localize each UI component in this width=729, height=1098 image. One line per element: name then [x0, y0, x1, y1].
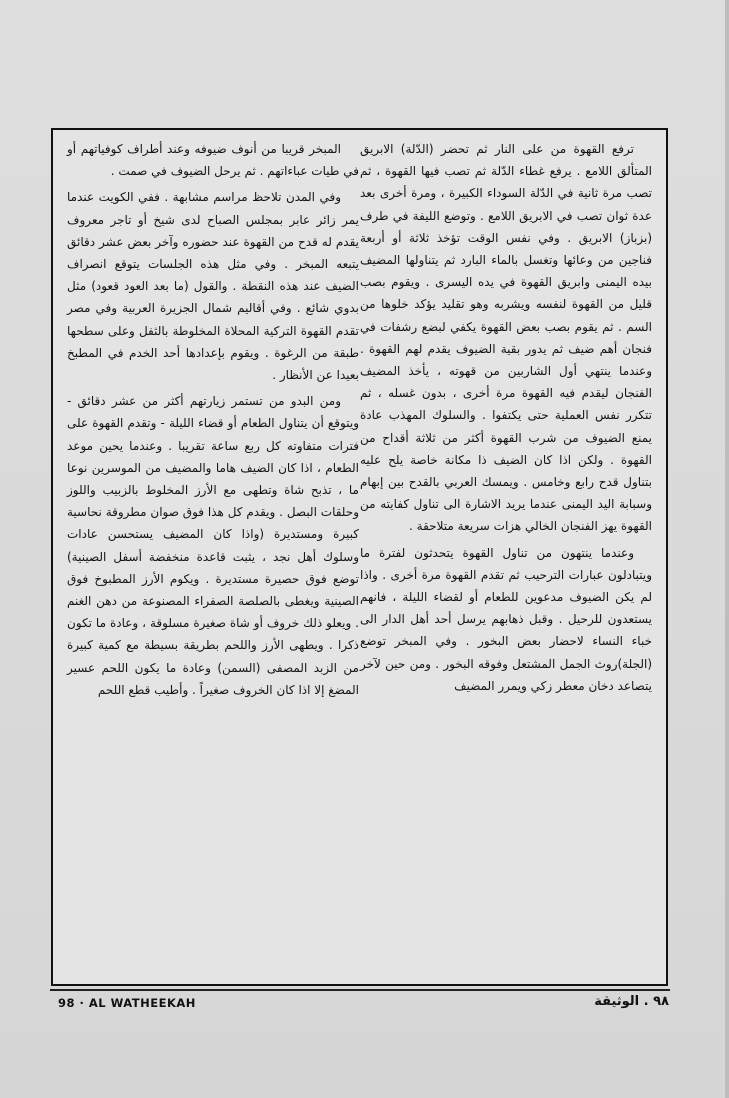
article-column-left — [67, 138, 359, 705]
article-frame — [51, 128, 668, 986]
page-edge-shadow — [725, 0, 729, 1098]
footer-page-number-latin: 98 · AL WATHEEKAH — [58, 996, 196, 1010]
paragraph: ترفع القهوة من على النار ثم تحضر (الدّلة) الابريق المتألق اللامع . يرفع غطاء الدّلة ثم تصب فيها القهوة ، ثم تصب مرة ثانية في الدّلة السوداء الكبيرة ، ومرة أخرى بعد عدة ثوان تصب في الابريق اللامع . وتوضع الليفة في طرف (بزباز) الابريق . وفي نفس الوقت تؤخذ ثلاثة أو أربعة فناجين من وعائها وتغسل بالماء البارد ثم يتناولها المضيف بيده اليمنى وابريق القهوة في يده اليسرى . ويقوم بصب قليل من القهوة لنفسه ويشربه وهو تقليد يؤكد خلوها من السم . ثم يقوم بصب بعض القهوة يكفي لبضع رشفات في فنجان أهم ضيف ثم يدور بقية الضيوف يقدم لهم القهوة . وعندما ينتهي أول الشاربين من قهوته ، يأخذ المضيف الفنجان ليقدم فيه القهوة مرة أخرى ، بدون غسله ، ثم تتكرر نفس العملية حتى يكتفوا . والسلوك المهذب عادة يمنع الضيوف من شرب القهوة أكثر من ثلاثة أقداح من القهوة . ولكن اذا كان الضيف ذا مكانة خاصة يلح عليه بتناول قدح رابع وخامس . ويمسك العربي بالقدح بين إبهام وسبابة اليد اليمنى عندما يريد الاشارة الى تناول كفايته من القهوة يهز الفنجان الخالي هزات سريعة متلاحقة . — [360, 142, 652, 534]
paragraph: وفي المدن تلاحظ مراسم مشابهة . ففي الكويت عندما يمر زائر عابر بمجلس الصباح لدى شيخ أو تاجر معروف يقدم له قدح من القهوة عند حضوره وآخر بعض عشر دقائق يتبعه المبخر . وفي مثل هذه الجلسات يتوقع انصراف الضيف عند هذه النقطة . والقول (ما بعد العود قعود) مثل بدوي شائع . وفي أقاليم شمال الجزيرة العربية وفي مصر تقدم القهوة التركية المحلاة المخلوطة بالثفل وعلى سطحها طبقة من الرغوة . ويقوم بإعدادها أحد الخدم في المطبخ بعيدا عن الأنظار . — [67, 190, 359, 383]
paragraph: المبخر قريبا من أنوف ضيوفه وعند أطراف كوفياتهم أو في طيات عباءاتهم . ثم يرحل الضيوف في صمت . — [67, 142, 359, 179]
footer-rule — [50, 989, 670, 991]
paragraph: وعندما ينتهون من تناول القهوة يتحدثون لفترة ما ويتبادلون عبارات الترحيب ثم تقدم القهوة مرة أخرى . واذا لم يكن الضيوف مدعوين للطعام أو لقضاء الليلة ، فانهم يستعدون للرحيل . وقبل ذهابهم يرسل أحد أهل الدار الى خباء النساء لاحضار بعض البخور . وفي المبخر توضع (الجلة)روث الجمل المشتعل وفوقه البخور . ومن حين لآخر يتصاعد دخان معطر زكي ويمرر المضيف — [360, 545, 652, 693]
footer-page-number-arabic: ٩٨ . الوثيقة — [594, 994, 669, 1009]
paragraph: ومن البدو من تستمر زيارتهم أكثر من عشر دقائق - ويتوقع أن يتناول الطعام أو قضاء الليلة - وتقدم القهوة على فترات متفاوته كل ربع ساعة تقريبا . وعندما يحين موعد الطعام ، اذا كان الضيف هاما والمضيف من الموسرين نوعا ما ، تذبح شاة وتطهى مع الأرز المخلوط بالزبيب واللوز وحلقات البصل . ويقدم كل هذا فوق صوان مطروقة نحاسية كبيرة ومستديرة (واذا كان المضيف يستحسن عادات وسلوك أهل نجد ، يثبت قاعدة منخفضة أسفل الصينية) توضع فوق حصيرة مستديرة . ويكوم الأرز المطبوخ فوق الصينية ويغطى بالصلصة الصفراء المصنوعة من دهن الغنم . ويعلو ذلك خروف أو شاة صغيرة مسلوقة ، وعادة ما تكون ذكرا . ويطهى الأرز واللحم بطريقة بسيطة مع كمية كبيرة من الزبد المصفى (السمن) وعادة ما يكون اللحم عسير المضغ إلا اذا كان الخروف صغيراً . وأطيب قطع اللحم — [67, 394, 359, 697]
article-column-right — [360, 138, 652, 701]
